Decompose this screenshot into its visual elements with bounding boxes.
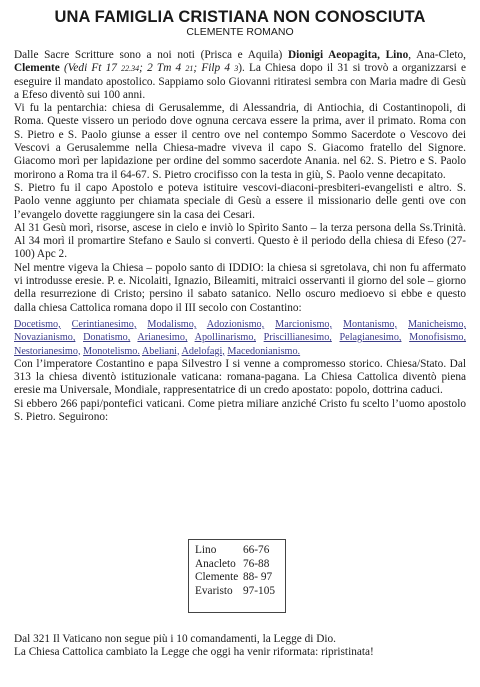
pope-years: 66-76 (243, 544, 270, 556)
heresy-item: Arianesimo, (137, 332, 188, 344)
paragraph-intro (14, 49, 466, 102)
table-row (195, 544, 279, 558)
names-bold: Dionigi Aeopagita, Lino (287, 49, 409, 61)
document-title: UNA FAMIGLIA CRISTIANA NON CONOSCIUTA (54, 8, 426, 26)
heresy-item: Apollinarismo, (194, 332, 256, 344)
heresy-item: Montanismo, (342, 318, 398, 330)
paragraph-pentarchia: Vi fu la pentarchia: chiesa di Gerusalemme, di Alessandria, di Antiochia, di Costantinopoli, di Roma. Queste vissero un periodo dove ognuna cercava essere la prima, aver il primato. Roma con S. Pietro e S. Paolo giunse a esser il centro ove nel contempo Sommo Sacerdote o Vescovo dei Vescovi a Gerusalemme nella Chiesa-madre viveva il capo S. Giacomo fratello del Signore. Giacomo morì per lapidazione per ordine del sommo sacerdote Anania. nel 62. S. Pietro e S. Paolo morirono a Roma tra il 64-67. S. Pietro crocifisso con la testa in giù, S. Paolo venne decapitato. (14, 102, 466, 181)
heresy-item: Adozionismo, (206, 318, 265, 330)
heresy-item: Manicheismo, (408, 318, 467, 330)
pope-years: 76-88 (243, 557, 270, 570)
pope-years: 88- 97 (243, 571, 273, 583)
heresy-item: Monofisismo, (409, 332, 467, 344)
scripture-reference: (Vedi Ft 17 22.34; 2 Tm 4 21; Filp 4 3 (59, 62, 239, 75)
popes-table (188, 539, 286, 613)
heresy-item: Docetismo, (14, 318, 61, 330)
paragraph-gesu: Al 31 Gesù morì, risorse, ascese in cielo e inviò lo Spìrito Santo – la terza persona della Ss.Trinità. Al 34 morì il promartire Stefano e Saulo si converti. Questo è il periodo della chiesa di Efeso (27-100) Apc 2. (14, 221, 466, 261)
intro-text: , Ana-Cleto, (408, 49, 466, 61)
heresy-list (14, 318, 466, 358)
table-row (195, 571, 279, 585)
heresy-item: Macedonianismo. (227, 345, 301, 357)
pope-name: Lino (195, 544, 217, 556)
heresy-item: Priscillianesimo, (263, 332, 332, 344)
heresy-item: Donatismo, (83, 332, 131, 344)
heresy-item: Marcionismo, (275, 318, 333, 330)
paragraph-eresie: Nel mentre vigeva la Chiesa – popolo santo di IDDIO: la chiesa si sgretolava, chi non fu affermato vi introdusse eresie. P. e. Nicolaiti, Ignazio, Bileamiti, mitraici osservanti il giorno del sole – giorno della resurrezione di Cristo; persino il sabato satanico. Nello oscuro medioevo si ebbe e questo dalla chiesa Cattolica romana dopo il III secolo con Costantino: (14, 261, 466, 314)
heresy-item: Pelagianesimo, (339, 332, 402, 344)
document-subtitle: CLEMENTE ROMANO (186, 26, 294, 38)
paragraph-costantino: Con l’imperatore Costantino e papa Silvestro I si venne a compromesso storico. Chiesa/Stato. Dal 313 la chiesa diventò istituzionale vaticana: romana-pagana. La Chiesa Cattolica diventò piena eresie ma Universale, Mondiale, rappresentatrice di un credo apostato: popolo, dottrina caduci. (14, 357, 466, 397)
pope-years: 97-105 (243, 584, 276, 597)
paragraph-pietro: S. Pietro fu il capo Apostolo e poteva istituire vescovi-diaconi-presbiteri-evangelisti e altro. S. Paolo venne aggiunto per chiamata speciale di Gesù a essere il missionario delle genti ove con l’evangelo dovette raggiungere sin la casa dei Cesari. (14, 181, 466, 221)
heresy-item: Novazianismo, (14, 332, 76, 344)
heresy-item: Modalismo, (147, 318, 197, 330)
heresy-item: Nestorianesimo, (14, 345, 81, 357)
intro-text: ). La Chiesa dopo il 31 si trovò a organizzarsi e eseguire il mandato apostolico. Sappiamo solo Giovanni ritiratesi sembra con Maria madre di Gesù a Efeso diventò sui 100 anni. (14, 62, 466, 101)
pope-name: Anacleto (195, 557, 236, 570)
document-footer (14, 633, 466, 660)
table-row (195, 585, 279, 599)
name-clemente: Clemente (14, 62, 60, 75)
footer-line: La Chiesa Cattolica cambiato la Legge che oggi ha venir riformata: ripristinata! (14, 646, 374, 659)
heresy-item: Abeliani, (141, 345, 180, 357)
intro-text: Dalle Sacre Scritture sono a noi noti (Prisca e Aquila) (14, 49, 288, 61)
pope-name: Clemente (195, 571, 239, 583)
footer-line: Dal 321 Il Vaticano non segue più i 10 comandamenti, la Legge di Dio. (14, 633, 336, 645)
table-row (195, 558, 279, 572)
paragraph-papi: Si ebbero 266 papi/pontefici vaticani. Come pietra miliare anziché Cristo fu scelto l’uomo apostolo S. Pietro. Seguirono: (14, 397, 466, 424)
pope-name: Evaristo (195, 584, 233, 597)
heresy-item: Monotelismo. (83, 345, 140, 357)
heresy-item: Adelofagi, (181, 345, 225, 357)
heresy-item: Cerintianesimo, (71, 318, 137, 330)
